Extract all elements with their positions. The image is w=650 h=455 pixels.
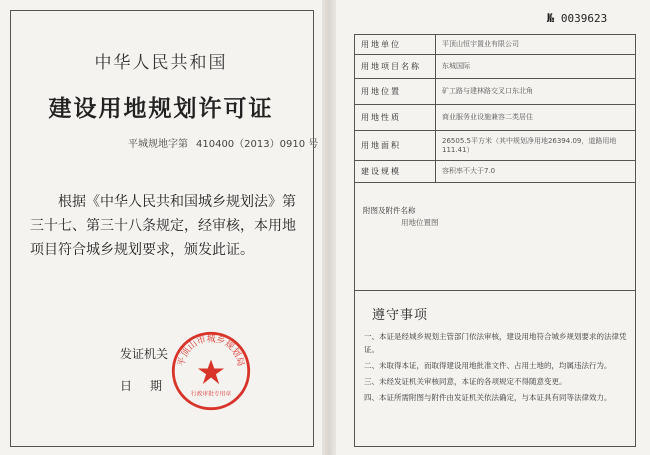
certificate-number [128,135,318,150]
note-item: 二、未取得本证，而取得建设用地批准文件、占用土地的，均属违法行为。 [364,361,612,370]
field-value: 容积率不大于7.0 [436,161,636,183]
table-row [355,35,636,55]
attachment-value: 用地位置图 [401,218,439,227]
issuer-label: 发证机关 [120,347,169,361]
official-seal-icon [170,330,252,412]
notes-title: 遵守事项 [372,308,429,323]
field-label: 建设规模 [355,161,436,183]
note-item: 一、本证是经城乡规划主管部门依法审核，建设用地符合城乡规划要求的法律凭证。 [364,332,627,354]
field-label: 用地单位 [355,35,436,55]
field-label: 用地位置 [355,79,436,105]
notes-divider [354,290,635,291]
date-label: 日期 [120,379,181,393]
field-value: 平顶山恒宇置业有限公司 [436,35,636,55]
certificate-body-text: 根据《中华人民共和国城乡规划法》第三十七、第三十八条规定，经审核，本用地项目符合城乡规划要求，颁发此证。 [30,194,296,258]
page-fold [322,0,336,455]
field-value: 东城国际 [436,55,636,79]
serial-number [547,11,607,25]
attachment-label: 附图及附件名称 [363,206,416,215]
table-row [355,131,636,161]
table-row [355,105,636,131]
field-label: 用地项目名称 [355,55,436,79]
serial-value: 0039623 [560,12,608,25]
table-row [355,79,636,105]
table-row [355,55,636,79]
seal-star [198,360,224,385]
certificate-title: 建设用地规划许可证 [48,95,274,122]
notes-list [364,330,632,407]
table-row [355,161,636,183]
field-value: 商业服务业设施兼容二类居住 [436,105,636,131]
seal-arc-text: 平顶山市城乡规划局 [176,334,246,368]
note-item: 四、本证所需附图与附件由发证机关依法确定，与本证具有同等法律效力。 [364,393,612,402]
land-use-info-table [354,34,636,183]
field-label: 用地性质 [355,105,436,131]
field-value: 26505.5平方米（其中规划净用地26394.09，道路用地111.41） [436,131,636,161]
field-label: 用地面积 [355,131,436,161]
certificate-number-prefix: 平城规地字第 [128,139,188,150]
country-name: 中华人民共和国 [94,53,228,73]
note-item: 三、未经发证机关审核同意，本证的各项规定不得随意变更。 [364,377,567,386]
certificate-number-value: 410400（2013）0910 号 [196,139,319,150]
attachment-section [363,205,439,229]
field-value: 矿工路与建林路交叉口东北角 [436,79,636,105]
seal-subtext: 行政审批专用章 [190,391,232,398]
serial-prefix: № [547,11,555,25]
left-page [0,0,322,455]
